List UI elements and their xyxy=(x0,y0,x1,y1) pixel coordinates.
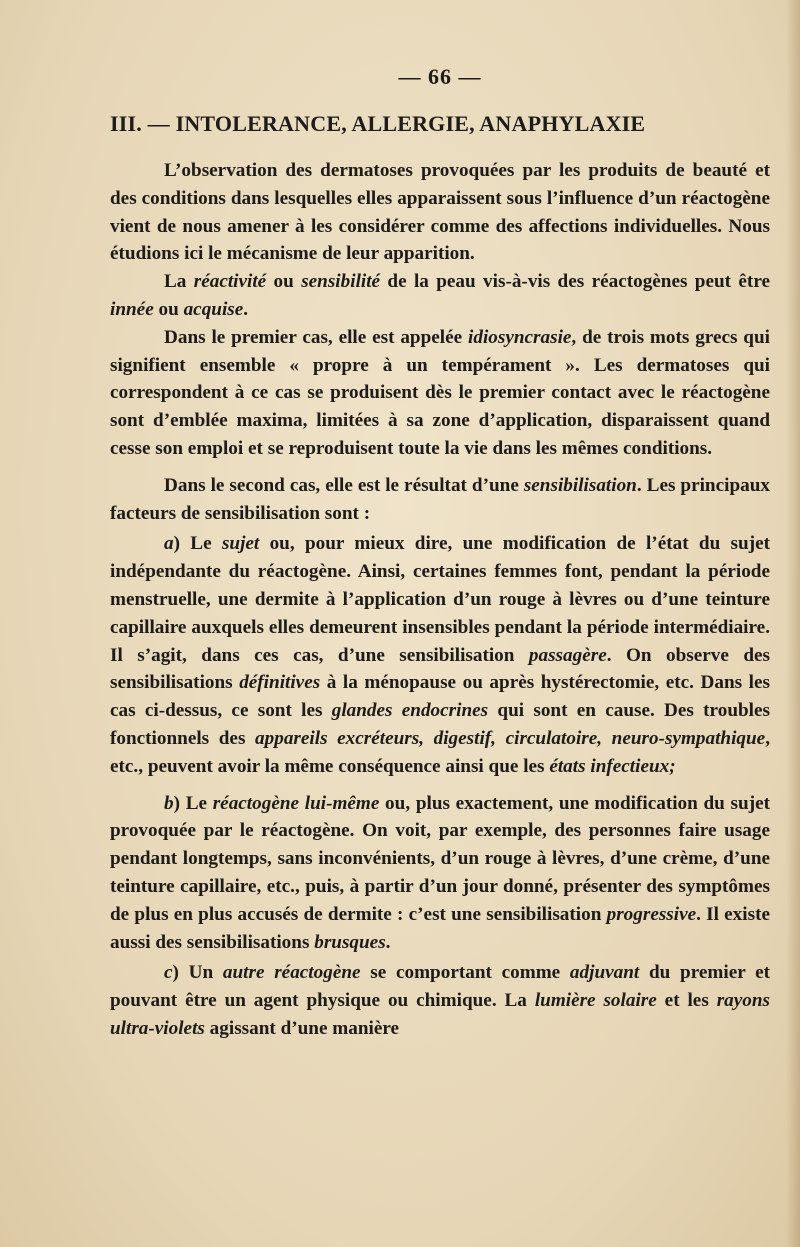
paragraph-observation xyxy=(110,157,770,268)
paragraph-item-a xyxy=(110,530,770,780)
text-run: , etc., peuvent avoir la même conséquence ainsi que les xyxy=(110,727,771,777)
emphasis-run: autre réactogène xyxy=(222,962,361,984)
emphasis-run: sujet xyxy=(221,533,260,555)
page-number: — 66 — xyxy=(398,64,482,89)
text-run: ) Un xyxy=(172,962,223,984)
emphasis-run: passagère xyxy=(528,644,607,666)
emphasis-run: définitives xyxy=(239,672,321,694)
paragraph-sensibilisation xyxy=(110,472,770,528)
chapter-title: III. — INTOLERANCE, ALLERGIE, ANAPHYLAXIE xyxy=(110,111,646,136)
emphasis-run: progressive xyxy=(606,903,697,925)
emphasis-run: appareils excréteurs, digestif, circulatoire, neuro-sympathique xyxy=(255,727,766,749)
page-edge-shadow xyxy=(786,0,800,1247)
item-letter: a xyxy=(164,533,174,555)
text-run: qui sont en cause. Des troubles fonctionnels des xyxy=(110,700,770,749)
emphasis-run: innée xyxy=(110,298,154,320)
paragraph-item-b xyxy=(110,790,770,957)
text-run: ou, pour mieux dire, une modification de l’état du sujet indépendante du réactogène. Ainsi, certaines femmes font, pendant la période menstruelle, une dermite à l’application d’un rouge à lèvres ou d’une teinture capillaire auxquels elles demeurent insensibles pendant la période intermédiaire. Il s’agit, dans ces cas, d’une sensibilisation xyxy=(110,533,770,666)
paragraph-reactivite xyxy=(110,268,770,324)
paragraph-item-c xyxy=(110,959,770,1042)
text-run: ou, plus exactement, une modification du sujet provoquée par le réactogène. On voit, par exemple, des personnes faire usage pendant longtemps, sans inconvénients, d’un rouge à lèvres, d’une crème, d’une teinture capillaire, etc., puis, à partir d’un jour donné, présenter des symptômes de plus en plus accusés de dermite : c’est une sensibilisation xyxy=(110,792,770,925)
emphasis-run: brusques xyxy=(314,931,386,953)
emphasis-run: réactogène lui-même xyxy=(212,792,380,814)
text-run: et les xyxy=(656,990,717,1012)
emphasis-run: glandes endocrines xyxy=(331,700,489,722)
text-run: . Il existe aussi des sensibilisations xyxy=(110,903,770,953)
text-run: du premier et pouvant être un agent physique ou chimique. La xyxy=(110,962,771,1012)
text-run: ) Le xyxy=(173,533,222,555)
emphasis-run: réactivité xyxy=(193,271,267,293)
emphasis-run: adjuvant xyxy=(569,962,640,984)
emphasis-run: acquise xyxy=(183,298,244,320)
text-run: . Les principaux facteurs de sensibilisation sont : xyxy=(110,474,770,524)
text-run: ou xyxy=(266,271,302,293)
text-run: . xyxy=(243,298,249,320)
emphasis-run: sensibilité xyxy=(301,271,381,293)
emphasis-run: états infectieux; xyxy=(549,755,676,777)
emphasis-run: rayons ultra-violets xyxy=(110,990,771,1039)
text-run: . xyxy=(385,931,391,953)
paragraph-idiosyncrasie xyxy=(110,324,770,463)
text-run: Dans le premier cas, elle est appelée xyxy=(164,326,469,348)
text-run: La xyxy=(164,271,194,293)
emphasis-run: idiosyncrasie xyxy=(468,326,572,348)
item-letter: c xyxy=(164,962,173,984)
text-run: ) Le xyxy=(173,792,213,814)
text-run: , de trois mots grecs qui signifient ensemble « propre à un tempérament ». Les dermatoses qui correspondent à ce cas se produisent dès le premier contact avec le réactogène sont d’emblée maxima, limitées à sa zone d’application, disparaissent quand cesse son emploi et se reproduisent toute la vie dans les mêmes conditions. xyxy=(110,326,770,459)
book-page xyxy=(110,64,770,1043)
text-run: ou xyxy=(153,298,184,320)
emphasis-run: sensibilisation xyxy=(523,474,637,496)
text-run: se comportant comme xyxy=(360,962,570,984)
text-run: à la ménopause ou après hystérectomie, etc. Dans les cas ci-dessus, ce sont les xyxy=(110,672,770,722)
text-run: de la peau vis-à-vis des réactogènes peut être xyxy=(380,271,771,293)
text-run: agissant d’une manière xyxy=(204,1017,400,1039)
paragraph-text: L’observation des dermatoses provoquées par les produits de beauté et des conditions dans lesquelles elles apparaissent sous l’influence d’un réactogène vient de nous amener à les considérer comme des affections individuelles. Nous étudions ici le mécanisme de leur apparition. xyxy=(110,160,770,265)
emphasis-run: lumière solaire xyxy=(534,990,657,1012)
item-letter: b xyxy=(164,792,174,814)
text-run: . On observe des sensibilisations xyxy=(110,644,771,694)
text-run: Dans le second cas, elle est le résultat d’une xyxy=(164,474,524,496)
